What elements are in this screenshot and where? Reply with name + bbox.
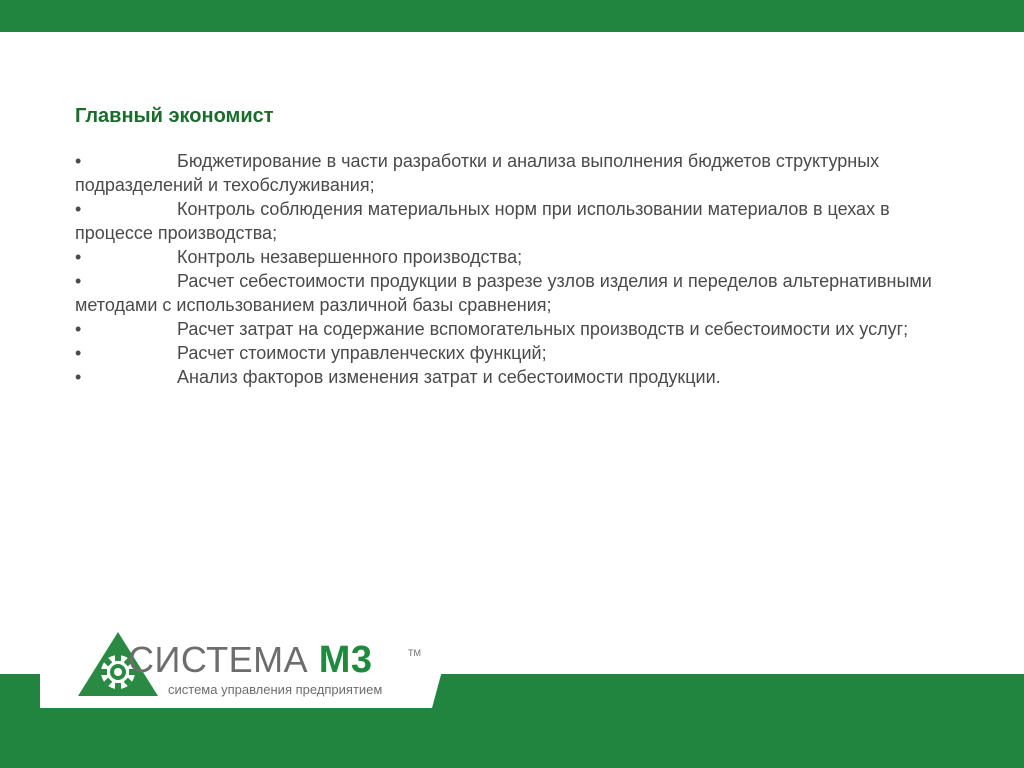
bullet-marker: • — [75, 343, 82, 363]
list-item — [75, 365, 955, 389]
list-item — [75, 317, 955, 341]
bullet-marker: • — [75, 271, 82, 291]
bullet-marker: • — [75, 199, 82, 219]
list-item-text: Контроль соблюдения материальных норм при использовании материалов в цехах в процессе производства; — [75, 199, 890, 243]
slide-content — [75, 103, 955, 389]
list-item-text: Бюджетирование в части разработки и анализа выполнения бюджетов структурных подразделений и техобслуживания; — [75, 151, 880, 195]
bullet-marker: • — [75, 247, 82, 267]
list-item — [75, 149, 955, 197]
logo-name-system: СИСТЕМА — [128, 639, 319, 680]
list-item-text: Расчет затрат на содержание вспомогательных производств и себестоимости их услуг; — [177, 319, 909, 339]
bullet-list — [75, 149, 955, 389]
top-accent-bar — [0, 0, 1024, 32]
logo-tagline: система управления предприятием — [168, 682, 383, 697]
bullet-marker: • — [75, 367, 82, 387]
logo-trademark: TM — [408, 648, 421, 658]
list-item — [75, 341, 955, 365]
slide-title: Главный экономист — [75, 105, 274, 127]
bullet-marker: • — [75, 151, 82, 171]
list-item-text: Расчет себестоимости продукции в разрезе узлов изделия и переделов альтернативными методами с использованием различной базы сравнения; — [75, 271, 932, 315]
list-item-text: Контроль незавершенного производства; — [177, 247, 523, 267]
list-item — [75, 197, 955, 245]
list-item-text: Расчет стоимости управленческих функций; — [177, 343, 547, 363]
list-item — [75, 245, 955, 269]
bullet-marker: • — [75, 319, 82, 339]
logo-wordmark — [128, 638, 372, 682]
list-item-text: Анализ факторов изменения затрат и себестоимости продукции. — [177, 367, 721, 387]
list-item — [75, 269, 955, 317]
logo-name-brand: М3 — [318, 639, 373, 681]
